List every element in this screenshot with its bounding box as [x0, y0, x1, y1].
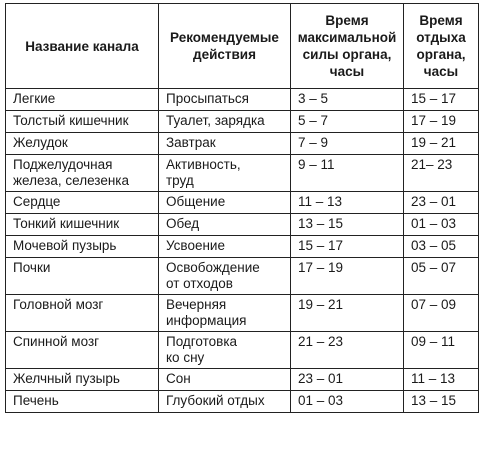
cell-rest-time: 15 – 17	[404, 89, 479, 111]
cell-channel: Легкие	[6, 89, 159, 111]
cell-action: Общение	[159, 192, 291, 214]
organ-clock-table-wrapper	[5, 3, 479, 413]
cell-action: Глубокий отдых	[159, 391, 291, 413]
cell-max-time: 7 – 9	[291, 133, 404, 155]
cell-max-time: 9 – 11	[291, 155, 404, 192]
cell-channel: Желчный пузырь	[6, 369, 159, 391]
cell-channel: Тонкий кишечник	[6, 214, 159, 236]
table-row	[6, 111, 479, 133]
cell-action: Просыпаться	[159, 89, 291, 111]
cell-max-time: 5 – 7	[291, 111, 404, 133]
cell-rest-time: 17 – 19	[404, 111, 479, 133]
cell-max-time: 13 – 15	[291, 214, 404, 236]
table-row	[6, 89, 479, 111]
cell-action: Вечерняя информация	[159, 295, 291, 332]
cell-max-time: 15 – 17	[291, 236, 404, 258]
cell-action: Подготовка ко сну	[159, 332, 291, 369]
header-rest-time: Время отдыха органа, часы	[404, 4, 479, 89]
header-max-strength-time: Время максимальной силы органа, часы	[291, 4, 404, 89]
cell-channel: Поджелудочная железа, селезенка	[6, 155, 159, 192]
cell-channel: Головной мозг	[6, 295, 159, 332]
table-row	[6, 155, 479, 192]
cell-rest-time: 21– 23	[404, 155, 479, 192]
cell-max-time: 17 – 19	[291, 258, 404, 295]
cell-action: Активность, труд	[159, 155, 291, 192]
table-row	[6, 369, 479, 391]
organ-clock-table	[5, 3, 479, 413]
cell-rest-time: 05 – 07	[404, 258, 479, 295]
cell-action: Туалет, зарядка	[159, 111, 291, 133]
cell-rest-time: 19 – 21	[404, 133, 479, 155]
cell-rest-time: 11 – 13	[404, 369, 479, 391]
cell-action: Сон	[159, 369, 291, 391]
cell-action: Завтрак	[159, 133, 291, 155]
cell-rest-time: 07 – 09	[404, 295, 479, 332]
cell-channel: Желудок	[6, 133, 159, 155]
cell-max-time: 11 – 13	[291, 192, 404, 214]
cell-channel: Толстый кишечник	[6, 111, 159, 133]
header-channel-name: Название канала	[6, 4, 159, 89]
cell-rest-time: 23 – 01	[404, 192, 479, 214]
table-row	[6, 391, 479, 413]
cell-max-time: 21 – 23	[291, 332, 404, 369]
cell-max-time: 19 – 21	[291, 295, 404, 332]
table-row	[6, 133, 479, 155]
cell-channel: Почки	[6, 258, 159, 295]
cell-action: Освобождение от отходов	[159, 258, 291, 295]
cell-rest-time: 09 – 11	[404, 332, 479, 369]
header-recommended-actions: Рекомендуемые действия	[159, 4, 291, 89]
cell-action: Усвоение	[159, 236, 291, 258]
header-row	[6, 4, 479, 89]
cell-rest-time: 13 – 15	[404, 391, 479, 413]
cell-rest-time: 01 – 03	[404, 214, 479, 236]
table-row	[6, 258, 479, 295]
cell-max-time: 23 – 01	[291, 369, 404, 391]
cell-channel: Спинной мозг	[6, 332, 159, 369]
table-row	[6, 214, 479, 236]
table-row	[6, 295, 479, 332]
cell-max-time: 01 – 03	[291, 391, 404, 413]
table-row	[6, 236, 479, 258]
cell-channel: Мочевой пузырь	[6, 236, 159, 258]
cell-rest-time: 03 – 05	[404, 236, 479, 258]
table-row	[6, 192, 479, 214]
cell-action: Обед	[159, 214, 291, 236]
cell-channel: Печень	[6, 391, 159, 413]
table-row	[6, 332, 479, 369]
cell-max-time: 3 – 5	[291, 89, 404, 111]
cell-channel: Сердце	[6, 192, 159, 214]
